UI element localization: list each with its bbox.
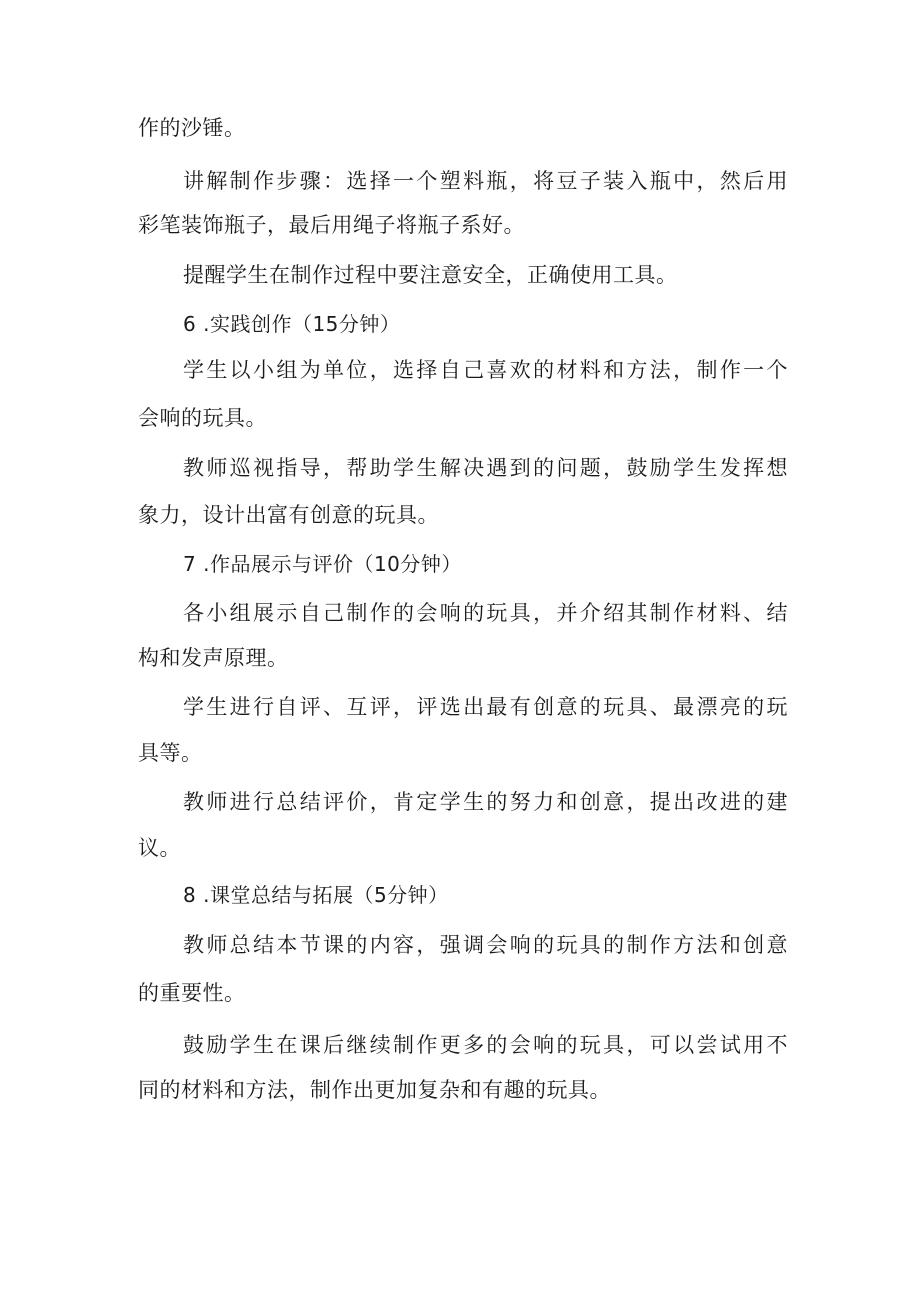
text-line: 构和发声原理。 — [138, 646, 289, 670]
text-line: 会响的玩具。 — [138, 406, 267, 430]
text-line: 教师总结本节课的内容，强调会响的玩具的制作方法和创意 — [183, 933, 788, 957]
section-heading: 8 .课堂总结与拓展（5分钟） — [183, 883, 449, 907]
text-line: 鼓励学生在课后继续制作更多的会响的玩具，可以尝试用不 — [183, 1033, 788, 1057]
section-heading: 7 .作品展示与评价（10分钟） — [183, 552, 462, 576]
text-line: 的重要性。 — [138, 981, 246, 1005]
text-line: 具等。 — [138, 741, 203, 765]
text-line: 彩笔装饰瓶子，最后用绳子将瓶子系好。 — [138, 213, 525, 237]
text-line: 学生以小组为单位，选择自己喜欢的材料和方法，制作一个 — [183, 358, 788, 382]
text-line: 作的沙锤。 — [138, 116, 246, 140]
text-line: 教师巡视指导，帮助学生解决遇到的问题，鼓励学生发挥想 — [183, 456, 788, 480]
text-line: 各小组展示自己制作的会响的玩具，并介绍其制作材料、结 — [183, 601, 788, 625]
text-line: 议。 — [138, 836, 181, 860]
text-line: 象力，设计出富有创意的玩具。 — [138, 503, 439, 527]
text-line: 提醒学生在制作过程中要注意安全，正确使用工具。 — [183, 263, 678, 287]
text-line: 教师进行总结评价，肯定学生的努力和创意，提出改进的建 — [183, 790, 788, 814]
text-line: 学生进行自评、互评，评选出最有创意的玩具、最漂亮的玩 — [183, 695, 788, 719]
text-line: 同的材料和方法，制作出更加复杂和有趣的玩具。 — [138, 1078, 611, 1102]
text-line: 讲解制作步骤：选择一个塑料瓶，将豆子装入瓶中，然后用 — [183, 169, 788, 193]
section-heading: 6 .实践创作（15分钟） — [183, 312, 401, 336]
